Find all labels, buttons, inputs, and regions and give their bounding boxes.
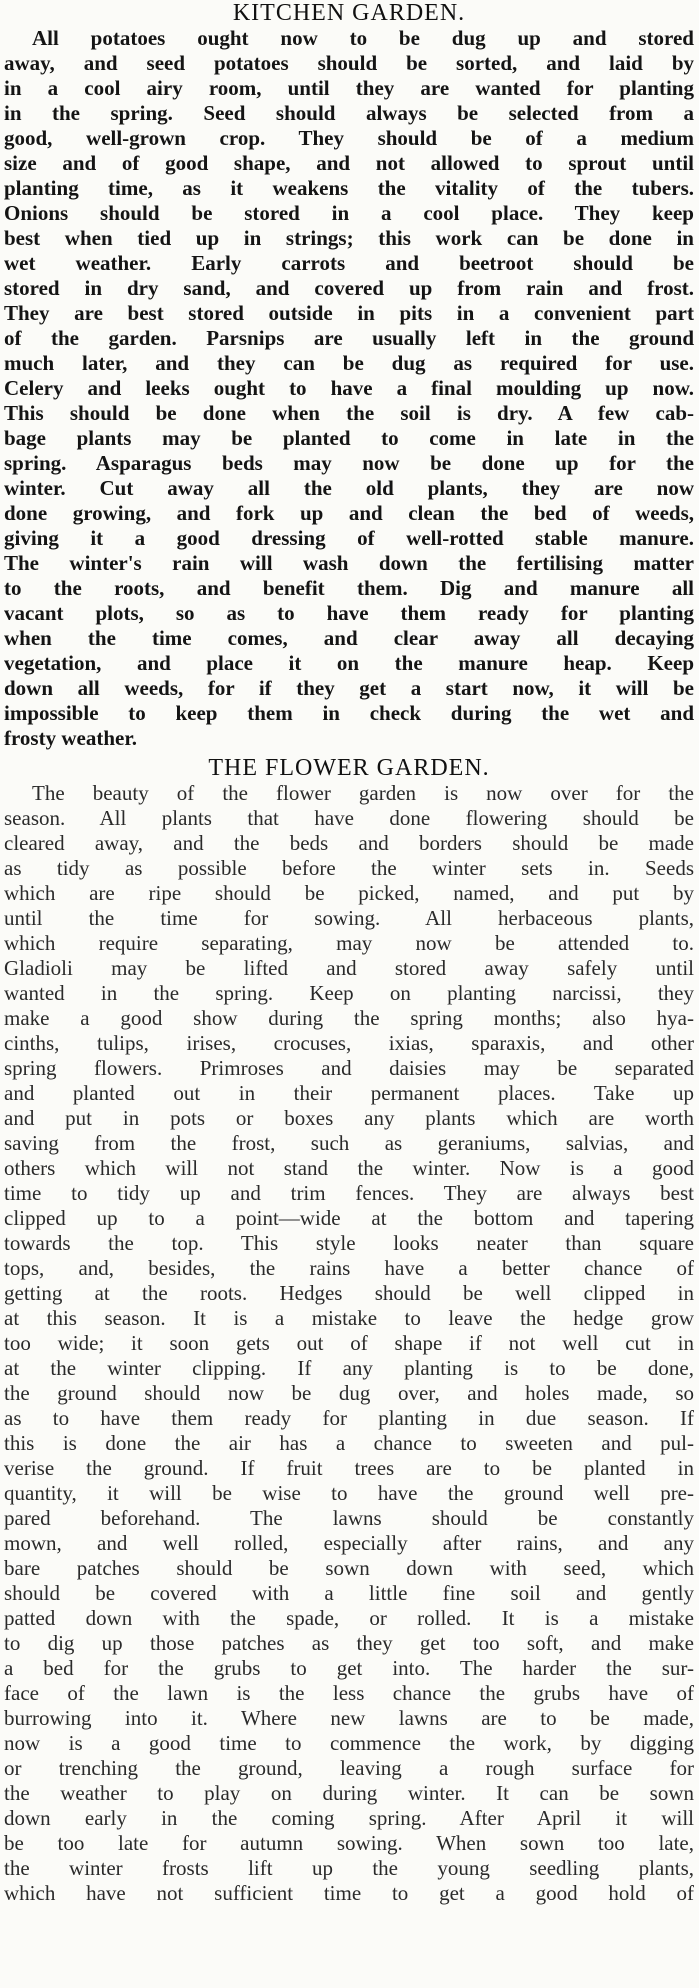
text-line: and planted out in their permanent places. Take up [4, 1081, 694, 1105]
text-line: until the time for sowing. All herbaceous plants, [4, 906, 694, 930]
text-line: the weather to play on during winter. It can be sown [4, 1781, 694, 1805]
text-line: wanted in the spring. Keep on planting narcissi, they [4, 981, 694, 1005]
text-line: to dig up those patches as they get too soft, and make [4, 1631, 694, 1655]
text-line: Onions should be stored in a cool place. They keep [4, 201, 694, 225]
text-line: good, well-grown crop. They should be of a medium [4, 126, 694, 150]
text-line: getting at the roots. Hedges should be well clipped in [4, 1281, 694, 1305]
text-line: or trenching the ground, leaving a rough surface for [4, 1756, 694, 1780]
text-line: face of the lawn is the less chance the grubs have of [4, 1681, 694, 1705]
flower-garden-heading: THE FLOWER GARDEN. [208, 755, 490, 781]
text-line: vegetation, and place it on the manure heap. Keep [4, 651, 694, 675]
flower-garden-body [4, 781, 694, 1906]
text-line: Celery and leeks ought to have a final moulding up now. [4, 376, 694, 400]
text-line: the winter frosts lift up the young seedling plants, [4, 1856, 694, 1880]
text-line: winter. Cut away all the old plants, they are now [4, 476, 694, 500]
text-line: planting time, as it weakens the vitality of the tubers. [4, 176, 694, 200]
text-line: quantity, it will be wise to have the ground well pre- [4, 1481, 694, 1505]
text-line: now is a good time to commence the work, by digging [4, 1731, 694, 1755]
newspaper-column [4, 0, 694, 1906]
text-line: giving it a good dressing of well-rotted stable manure. [4, 526, 694, 550]
text-line: cleared away, and the beds and borders should be made [4, 831, 694, 855]
text-line: mown, and well rolled, especially after rains, and any [4, 1531, 694, 1555]
text-line: verise the ground. If fruit trees are to be planted in [4, 1456, 694, 1480]
text-line: vacant plots, so as to have them ready for planting [4, 601, 694, 625]
text-line: as tidy as possible before the winter sets in. Seeds [4, 856, 694, 880]
flower-garden-section [4, 755, 694, 1906]
text-line: this is done the air has a chance to sweeten and pul- [4, 1431, 694, 1455]
text-line: best when tied up in strings; this work can be done in [4, 226, 694, 250]
text-line: frosty weather. [4, 726, 137, 750]
text-line: The winter's rain will wash down the fertilising matter [4, 551, 694, 575]
text-line: away, and seed potatoes should be sorted, and laid by [4, 51, 694, 75]
text-line: season. All plants that have done flowering should be [4, 806, 694, 830]
text-line: tops, and, besides, the rains have a better chance of [4, 1256, 694, 1280]
text-line: impossible to keep them in check during the wet and [4, 701, 694, 725]
text-line: Gladioli may be lifted and stored away safely until [4, 956, 694, 980]
kitchen-garden-section [4, 0, 694, 751]
text-line: much later, and they can be dug as required for use. [4, 351, 694, 375]
text-line: size and of good shape, and not allowed to sprout until [4, 151, 694, 175]
text-line: make a good show during the spring months; also hya- [4, 1006, 694, 1030]
text-line: This should be done when the soil is dry. A few cab- [4, 401, 694, 425]
text-line: a bed for the grubs to get into. The harder the sur- [4, 1656, 694, 1680]
text-line: when the time comes, and clear away all decaying [4, 626, 694, 650]
text-line: should be covered with a little fine soil and gently [4, 1581, 694, 1605]
text-line: be too late for autumn sowing. When sown too late, [4, 1831, 694, 1855]
text-line: done growing, and fork up and clean the bed of weeds, [4, 501, 694, 525]
kitchen-garden-body [4, 26, 694, 751]
text-line: spring flowers. Primroses and daisies may be separated [4, 1056, 694, 1080]
text-line: which are ripe should be picked, named, and put by [4, 881, 694, 905]
text-line: the ground should now be dug over, and holes made, so [4, 1381, 694, 1405]
text-line: in the spring. Seed should always be selected from a [4, 101, 694, 125]
text-line: wet weather. Early carrots and beetroot should be [4, 251, 694, 275]
kitchen-garden-heading: KITCHEN GARDEN. [232, 0, 466, 26]
text-line: which have not sufficient time to get a good hold of [4, 1881, 694, 1905]
text-line: towards the top. This style looks neater than square [4, 1231, 694, 1255]
text-line: spring. Asparagus beds may now be done up for the [4, 451, 694, 475]
text-line: time to tidy up and trim fences. They are always best [4, 1181, 694, 1205]
text-line: cinths, tulips, irises, crocuses, ixias, sparaxis, and other [4, 1031, 694, 1055]
text-line: bage plants may be planted to come in late in the [4, 426, 694, 450]
text-line: bare patches should be sown down with seed, which [4, 1556, 694, 1580]
text-line: and put in pots or boxes any plants which are worth [4, 1106, 694, 1130]
text-line: at the winter clipping. If any planting is to be done, [4, 1356, 694, 1380]
text-line: clipped up to a point—wide at the bottom and tapering [4, 1206, 694, 1230]
text-line: stored in dry sand, and covered up from rain and frost. [4, 276, 694, 300]
text-line: too wide; it soon gets out of shape if not well cut in [4, 1331, 694, 1355]
text-line: others which will not stand the winter. Now is a good [4, 1156, 694, 1180]
text-line: to the roots, and benefit them. Dig and manure all [4, 576, 694, 600]
text-line: All potatoes ought now to be dug up and stored [32, 26, 694, 50]
text-line: at this season. It is a mistake to leave the hedge grow [4, 1306, 694, 1330]
text-line: which require separating, may now be attended to. [4, 931, 694, 955]
text-line: in a cool airy room, until they are wanted for planting [4, 76, 694, 100]
text-line: patted down with the spade, or rolled. It is a mistake [4, 1606, 694, 1630]
text-line: pared beforehand. The lawns should be constantly [4, 1506, 694, 1530]
text-line: burrowing into it. Where new lawns are to be made, [4, 1706, 694, 1730]
text-line: down early in the coming spring. After April it will [4, 1806, 694, 1830]
text-line: saving from the frost, such as geraniums, salvias, and [4, 1131, 694, 1155]
text-line: as to have them ready for planting in due season. If [4, 1406, 694, 1430]
text-line: down all weeds, for if they get a start now, it will be [4, 676, 694, 700]
text-line: of the garden. Parsnips are usually left in the ground [4, 326, 694, 350]
text-line: The beauty of the flower garden is now over for the [32, 781, 694, 805]
text-line: They are best stored outside in pits in a convenient part [4, 301, 694, 325]
